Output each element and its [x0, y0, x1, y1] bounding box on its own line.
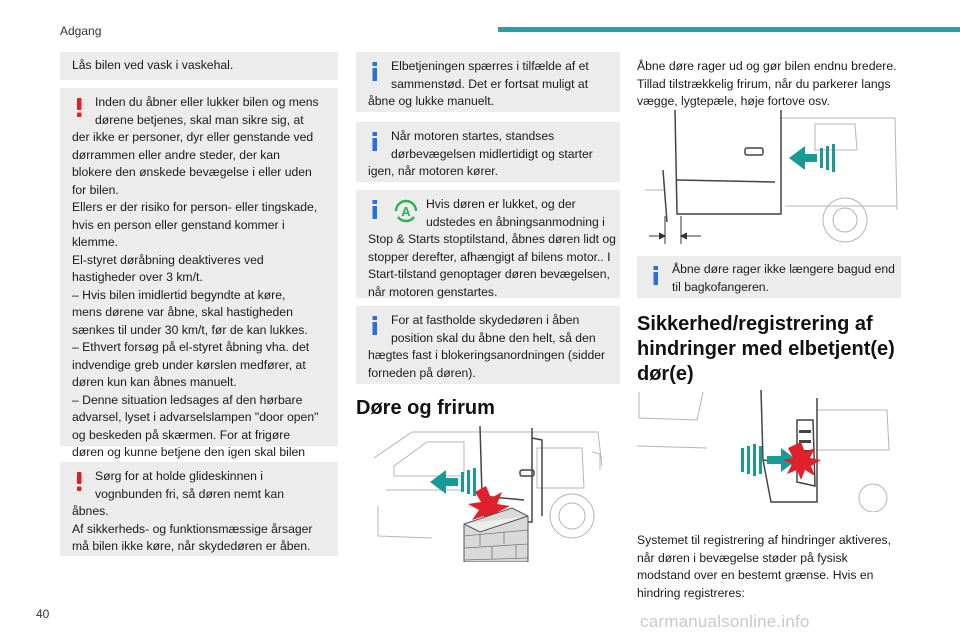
note-line: Lås bilen ved vask i vaskehal. — [72, 58, 234, 72]
warning-line: – Ethvert forsøg på el-styret åbning vha. det — [72, 340, 310, 354]
info-line: når motoren genstartes. — [368, 284, 498, 299]
warning-line: Ellers er der risiko for person- eller tingskade, — [72, 200, 318, 214]
info-box-rear-bumper — [637, 256, 901, 298]
paragraph-line: modstand over en bestemt grænse. Hvis en — [637, 568, 874, 582]
info-line: Når motoren startes, standses — [391, 129, 555, 143]
warning-line: advarsel, lyset i advarselslampen "door open" — [72, 410, 319, 424]
info-icon — [367, 62, 383, 81]
paragraph-line: Åbne døre rager ud og gør bilen endnu bredere. — [637, 59, 897, 73]
warning-box-door-safety — [60, 88, 338, 459]
page-number: 40 — [36, 607, 50, 621]
heading-line: Døre og frirum — [356, 397, 495, 419]
heading-line: dør(e) — [637, 363, 694, 385]
warning-line: vognbunden fri, så døren nemt kan — [95, 486, 285, 501]
section-label: Adgang — [60, 24, 102, 38]
paragraph-line: hindring registreres: — [637, 585, 745, 600]
warning-line: Sørg for at holde glideskinnen i — [95, 469, 264, 483]
warning-line: Af sikkerheds- og funktionsmæssige årsager — [72, 521, 313, 536]
paragraph-line: vægge, lygtepæle, høje fortove osv. — [637, 94, 830, 108]
section-heading-doors-clearance — [356, 396, 495, 420]
warning-line: hvis en person eller genstand kommer i — [72, 217, 285, 232]
outro-paragraph — [637, 532, 891, 602]
info-line: Start-tilstand genoptager døren bevægelsen, — [368, 267, 610, 281]
warning-line: Inden du åbner eller lukker bilen og mens — [95, 95, 319, 109]
warning-line: åbnes. — [72, 504, 109, 518]
illustration-door-overhang — [645, 110, 901, 246]
heading-line: Sikkerhed/registrering af — [637, 313, 873, 335]
door-push-arrow — [789, 144, 835, 172]
warning-box-glide-rail — [60, 462, 338, 556]
note-box-vaskehal — [60, 52, 338, 80]
info-box-engine-start — [356, 122, 620, 182]
watermark: carmanualsonline.info — [640, 612, 810, 631]
warning-line: El-styret døråbning deaktiveres ved — [72, 252, 264, 267]
heading-line: hindringer med elbetjent(e) — [637, 338, 895, 360]
info-line: position skal du åbne den helt, så den — [391, 330, 596, 345]
warning-line: dørrammen eller andre steder, der kan — [72, 147, 280, 162]
info-icon — [367, 200, 383, 219]
warning-line: hastigheder over 3 km/t. — [72, 270, 203, 284]
info-line: til bagkofangeren. — [672, 279, 769, 294]
info-line: forneden på døren). — [368, 365, 476, 380]
info-line: Elbetjeningen spærres i tilfælde af et — [391, 59, 589, 73]
info-box-collision-lock — [356, 52, 620, 112]
clearance-dimension — [649, 216, 701, 244]
info-icon — [367, 132, 383, 151]
warning-line: – Denne situation ledsages af den hørbare — [72, 392, 303, 407]
illustration-door-obstacle-wall — [372, 426, 604, 562]
info-line: sammenstød. Det er fortsat muligt at — [391, 76, 589, 91]
arrow-stripes — [461, 468, 476, 496]
paragraph-line: når døren i bevægelse støder på fysisk — [637, 550, 848, 565]
warning-line: indvendige greb under kørslen medfører, at — [72, 357, 306, 372]
warning-line: der ikke er personer, dyr eller genstande ved — [72, 130, 314, 144]
warning-line: for bilen. — [72, 182, 119, 197]
section-heading-obstacle-detection — [637, 312, 895, 387]
info-line: hægtes fast i blokeringsanordningen (sidder — [368, 348, 606, 362]
info-box-hold-open — [356, 306, 620, 384]
warning-line: mens dørene var åbne, skal hastigheden — [72, 305, 293, 319]
info-line: åbne og lukke manuelt. — [368, 94, 495, 108]
info-line: dørbevægelsen midlertidigt og starter — [391, 146, 593, 161]
info-line: Åbne døre rager ikke længere bagud end — [672, 262, 895, 276]
auto-stop-start-icon — [392, 198, 420, 224]
paragraph-line: Systemet til registrering af hindringer aktiveres, — [637, 533, 892, 547]
info-box-stop-start — [356, 190, 620, 298]
info-icon — [367, 316, 383, 335]
info-line: For at fastholde skydedøren i åben — [391, 313, 580, 327]
warning-line: og beskeden på skærmen. For at frigøre — [72, 427, 291, 442]
header-accent-rule — [498, 27, 960, 32]
intro-paragraph — [637, 58, 897, 111]
warning-line: – Hvis bilen imidlertid begyndte at køre, — [72, 287, 286, 302]
info-line: Stop & Starts stoptilstand, åbnes døren lidt og — [368, 232, 616, 246]
warning-line: må bilen ikke køre, når skydedøren er åben. — [72, 539, 311, 553]
warning-line: dørene betjenes, skal man sikre sig, at — [95, 112, 304, 127]
warning-line: døren kun kan åbnes manuelt. — [72, 375, 237, 389]
info-line: igen, når motoren kører. — [368, 164, 499, 178]
info-icon — [648, 266, 664, 285]
warning-line: sænkes til under 30 km/t, før de kan lukkes. — [72, 322, 308, 337]
paragraph-line: Tillad tilstrækkelig frirum, når du parkerer langs — [637, 76, 891, 91]
info-line: stopper derefter, afhængigt af bilens motor.. I — [368, 249, 611, 264]
warning-line: klemme. — [72, 235, 119, 249]
warning-line: blokere den ønskede bevægelse i eller uden — [72, 165, 312, 179]
warning-icon — [71, 472, 87, 491]
auto-stop-start-letter: A — [401, 204, 411, 219]
warning-icon — [71, 98, 87, 117]
illustration-obstacle-detection — [637, 390, 901, 512]
info-line: Hvis døren er lukket, og der — [426, 197, 576, 211]
info-line: udstedes en åbningsanmodning i — [426, 214, 605, 229]
warning-line: døren og kunne betjene den igen skal bilen — [72, 445, 306, 459]
brick-wall — [464, 508, 528, 562]
